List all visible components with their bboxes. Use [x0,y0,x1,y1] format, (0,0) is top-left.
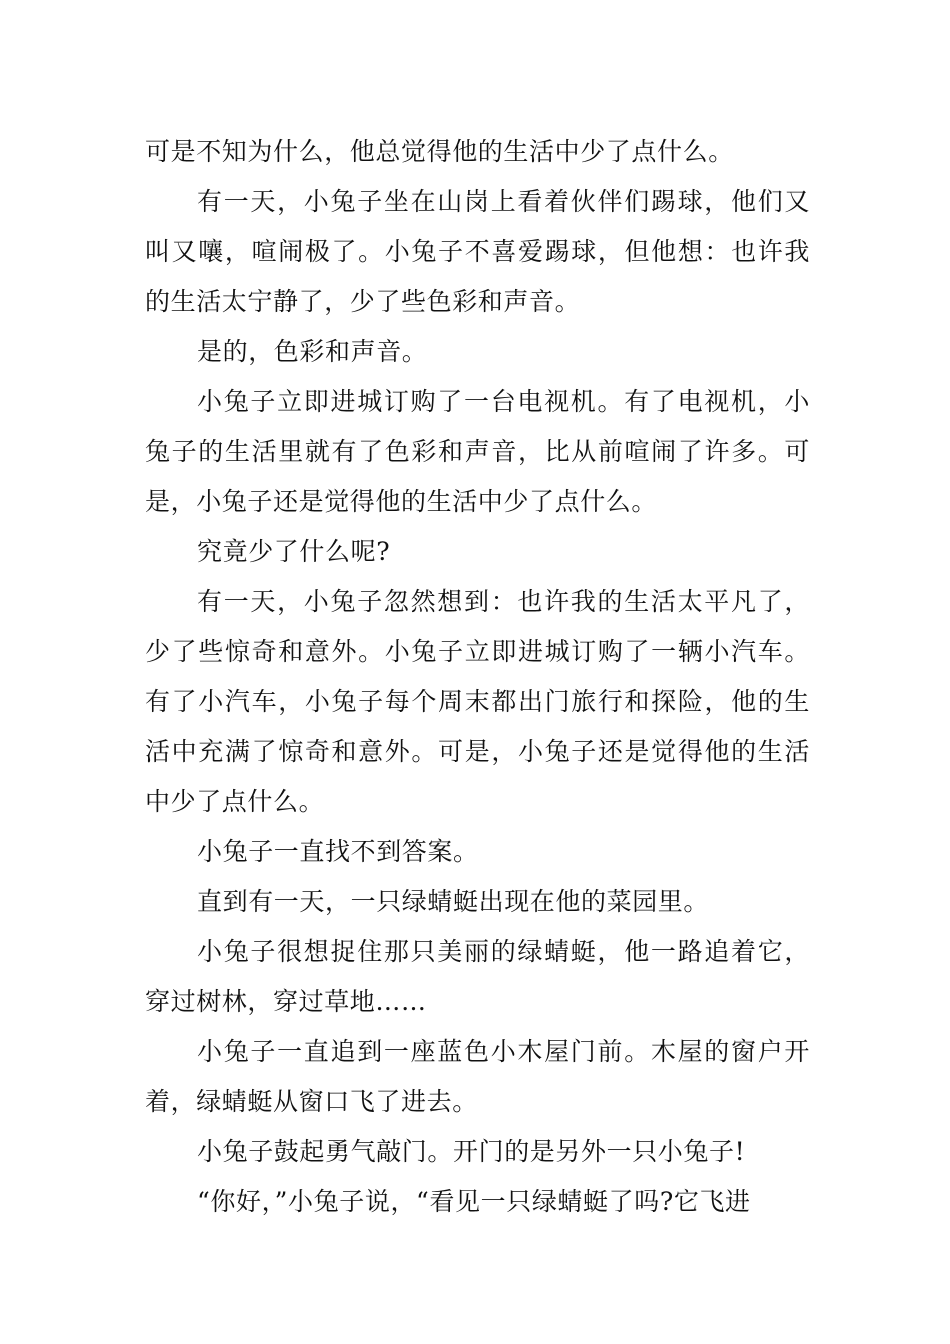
story-text [145,127,810,1227]
paragraph: 是的，色彩和声音。 [197,337,428,366]
paragraph: 有一天，小兔子坐在山岗上看着伙伴们踢球，他们又叫又嚷，喧闹极了。小兔子不喜爱踢球，但他想：也许我的生活太宁静了，少了些色彩和声音。 [145,187,810,316]
paragraph: 有一天，小兔子忽然想到：也许我的生活太平凡了，少了些惊奇和意外。小兔子立即进城订购了一辆小汽车。有了小汽车，小兔子每个周末都出门旅行和探险，他的生活中充满了惊奇和意外。可是，小兔子还是觉得他的生活中少了点什么。 [145,587,810,816]
paragraph: 小兔子一直追到一座蓝色小木屋门前。木屋的窗户开着，绿蜻蜓从窗口飞了进去。 [145,1037,810,1116]
paragraph: 小兔子立即进城订购了一台电视机。有了电视机，小兔子的生活里就有了色彩和声音，比从前喧闹了许多。可是，小兔子还是觉得他的生活中少了点什么。 [145,387,810,516]
paragraph: 究竟少了什么呢? [197,537,391,566]
paragraph: 小兔子一直找不到答案。 [197,837,479,866]
paragraph: 小兔子很想捉住那只美丽的绿蜻蜓，他一路追着它，穿过树林，穿过草地…… [145,937,810,1016]
paragraph: 小兔子鼓起勇气敲门。开门的是另外一只小兔子! [197,1137,746,1166]
paragraph: 可是不知为什么，他总觉得他的生活中少了点什么。 [145,137,734,166]
paragraph: 直到有一天，一只绿蜻蜓出现在他的菜园里。 [197,887,710,916]
paragraph: “你好，”小兔子说，“看见一只绿蜻蜓了吗?它飞进 [197,1187,751,1216]
